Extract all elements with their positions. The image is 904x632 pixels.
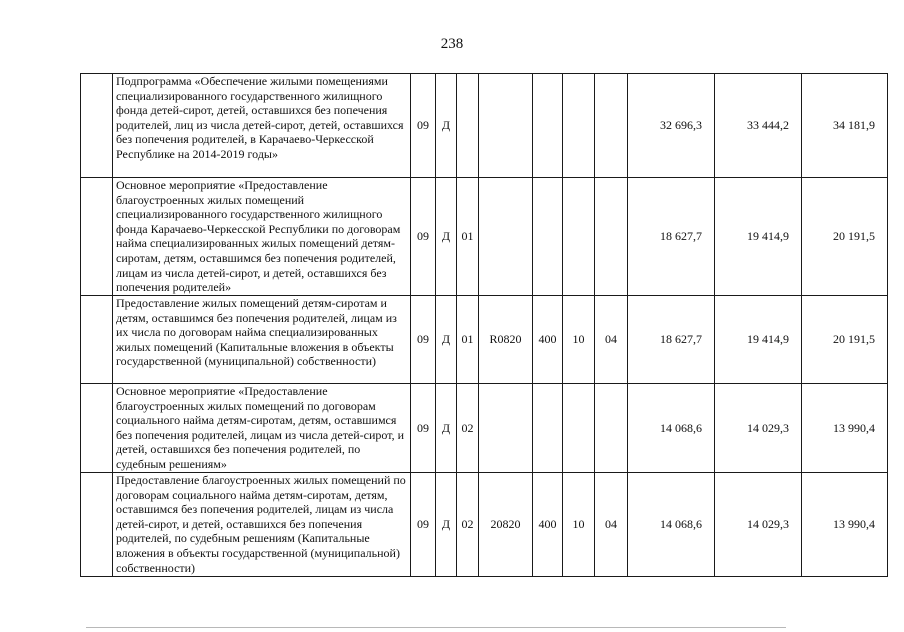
- code-cell: 01: [457, 296, 479, 384]
- code-cell: Д: [436, 178, 457, 296]
- amount-cell: 20 191,5: [802, 178, 888, 296]
- code-cell: 04: [595, 473, 628, 577]
- code-cell: Д: [436, 384, 457, 473]
- amount-cell: 13 990,4: [802, 384, 888, 473]
- code-cell: Д: [436, 473, 457, 577]
- code-cell: [533, 178, 563, 296]
- code-cell: [595, 178, 628, 296]
- code-cell: [595, 384, 628, 473]
- code-cell: 20820: [479, 473, 533, 577]
- code-cell: [533, 384, 563, 473]
- amount-cell: 14 029,3: [715, 384, 802, 473]
- code-cell: R0820: [479, 296, 533, 384]
- code-cell: 02: [457, 384, 479, 473]
- code-cell: 400: [533, 296, 563, 384]
- code-cell: [563, 178, 595, 296]
- table-row: [81, 296, 888, 384]
- code-cell: [563, 384, 595, 473]
- code-cell: [479, 384, 533, 473]
- code-cell: 09: [411, 296, 436, 384]
- code-cell: Д: [436, 296, 457, 384]
- code-cell: [479, 74, 533, 178]
- table-cell-blank: [81, 74, 113, 178]
- row-description: Основное мероприятие «Предоставление благоустроенных жилых помещений по договорам социального найма детям-сиротам, детям, оставшимся без попечения родителей, лицам из числа детей-сирот, и детей, оставшихся без попечения родителей, по судебным решениям»: [113, 384, 411, 473]
- amount-cell: 18 627,7: [628, 296, 715, 384]
- table-row: [81, 178, 888, 296]
- code-cell: [533, 74, 563, 178]
- table-cell-blank: [81, 384, 113, 473]
- table-row: [81, 74, 888, 178]
- code-cell: [457, 74, 479, 178]
- amount-cell: 20 191,5: [802, 296, 888, 384]
- amount-cell: 14 068,6: [628, 384, 715, 473]
- code-cell: 10: [563, 473, 595, 577]
- amount-cell: 13 990,4: [802, 473, 888, 577]
- amount-cell: 14 029,3: [715, 473, 802, 577]
- code-cell: 10: [563, 296, 595, 384]
- page-number: 238: [440, 36, 464, 52]
- amount-cell: 33 444,2: [715, 74, 802, 178]
- amount-cell: 19 414,9: [715, 296, 802, 384]
- table-cell-blank: [81, 296, 113, 384]
- code-cell: 02: [457, 473, 479, 577]
- code-cell: 09: [411, 178, 436, 296]
- row-description: Предоставление жилых помещений детям-сиротам и детям, оставшимся без попечения родителей, лицам из их числа по договорам найма специализированных жилых помещений (Капитальные вложения в объекты государственной (муниципальной) собственности): [113, 296, 411, 384]
- row-description: Предоставление благоустроенных жилых помещений по договорам социального найма детям-сиротам, детям, оставшимся без попечения родителей, лицам из числа детей-сирот, и детей, оставшихся без попечения родителей, по судебным решениям (Капитальные вложения в объекты государственной (муниципальной) собственности): [113, 473, 411, 577]
- code-cell: 04: [595, 296, 628, 384]
- code-cell: 09: [411, 384, 436, 473]
- table-row: [81, 473, 888, 577]
- code-cell: [595, 74, 628, 178]
- code-cell: [479, 178, 533, 296]
- amount-cell: 32 696,3: [628, 74, 715, 178]
- code-cell: [563, 74, 595, 178]
- code-cell: 09: [411, 74, 436, 178]
- amount-cell: 19 414,9: [715, 178, 802, 296]
- table-cell-blank: [81, 178, 113, 296]
- table-cell-blank: [81, 473, 113, 577]
- amount-cell: 14 068,6: [628, 473, 715, 577]
- table-row: [81, 384, 888, 473]
- amount-cell: 34 181,9: [802, 74, 888, 178]
- scan-edge-line: [86, 627, 786, 628]
- row-description: Основное мероприятие «Предоставление благоустроенных жилых помещений специализированного государственного жилищного фонда Карачаево-Черкесской Республики по договорам найма специализированных жилых помещений детям-сиротам, детям, оставшимся без попечения родителей, лицам из числа детей-сирот, и детей, оставшихся без попечения родителей»: [113, 178, 411, 296]
- budget-table: [80, 73, 888, 577]
- code-cell: 400: [533, 473, 563, 577]
- row-description: Подпрограмма «Обеспечение жилыми помещениями специализированного государственного жилищного фонда детей-сирот, детей, оставшихся без попечения родителей, лиц из числа детей-сирот, детей, оставшихся без попечения родителей, в Карачаево-Черкесской Республике на 2014-2019 годы»: [113, 74, 411, 178]
- code-cell: Д: [436, 74, 457, 178]
- code-cell: 09: [411, 473, 436, 577]
- amount-cell: 18 627,7: [628, 178, 715, 296]
- code-cell: 01: [457, 178, 479, 296]
